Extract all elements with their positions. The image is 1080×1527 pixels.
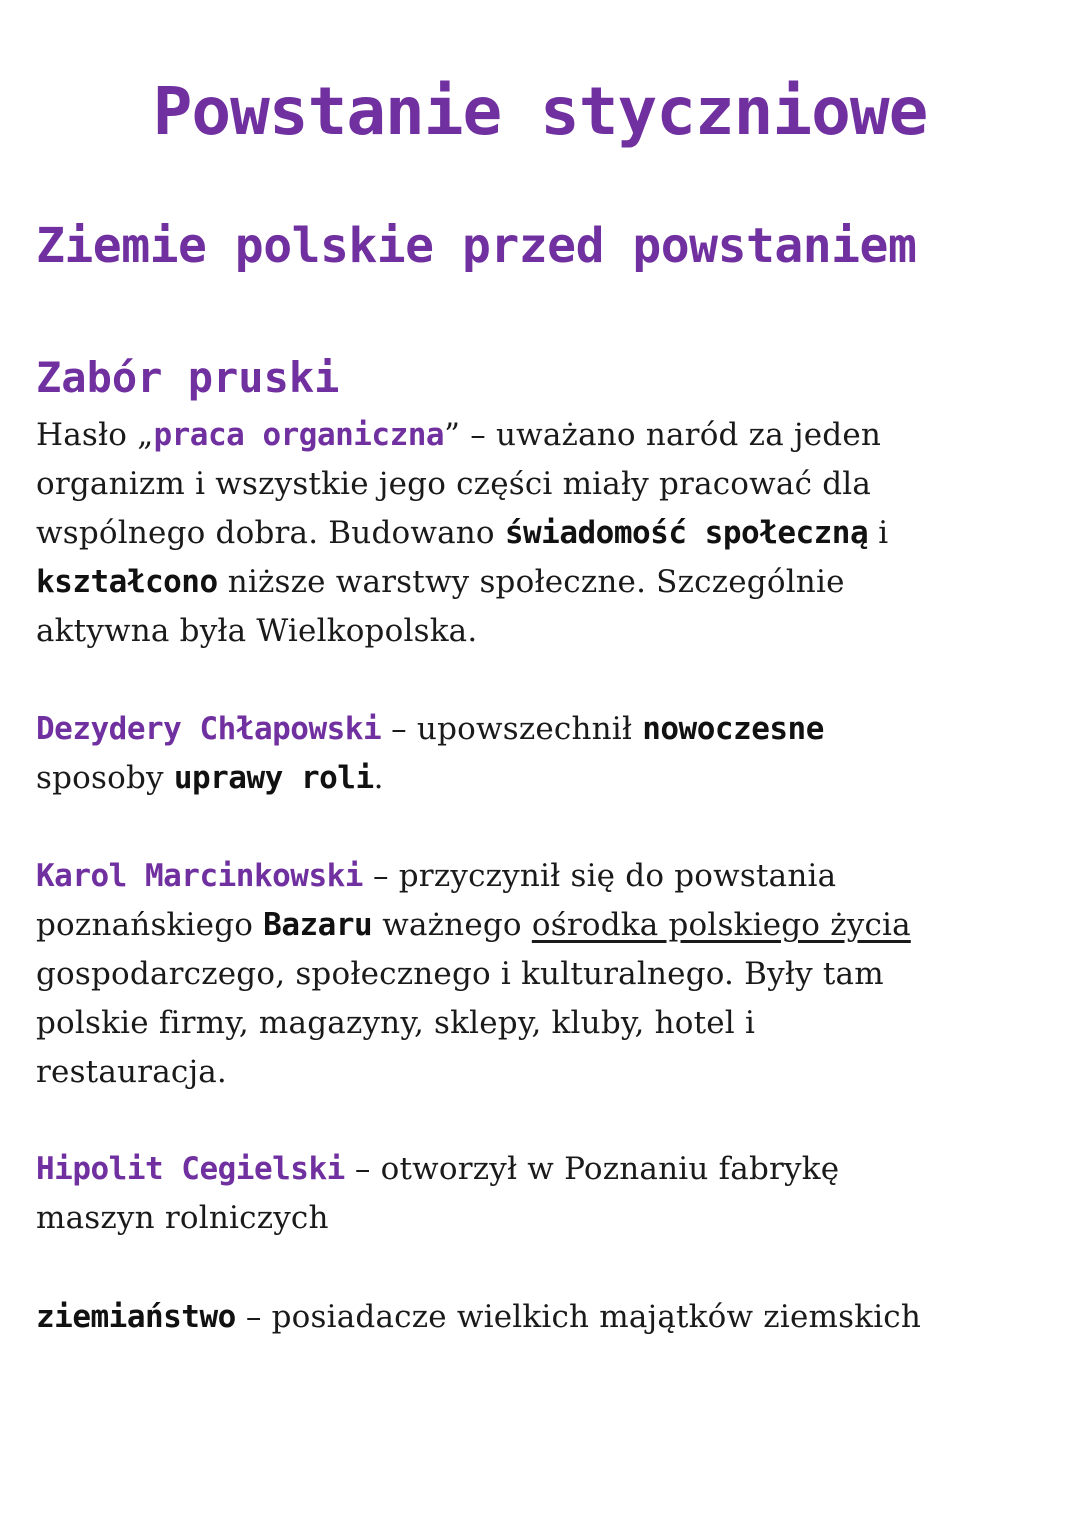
paragraph-line: [36, 705, 1056, 754]
paragraph-line: [36, 852, 1056, 901]
person-name-marcinkowski: Karol Marcinkowski: [36, 858, 363, 894]
paragraph-ziemianstwo: [36, 1293, 1056, 1342]
paragraph-line: [36, 558, 1056, 607]
person-name-chlapowski: Dezydery Chłapowski: [36, 711, 382, 747]
page-title: Powstanie styczniowe: [152, 73, 928, 150]
text-run: wspólnego dobra. Budowano: [36, 515, 505, 551]
paragraph-marcinkowski: [36, 852, 1056, 1097]
paragraph-praca-organiczna: [36, 411, 1056, 656]
text-run: i: [868, 515, 889, 551]
bold-ksztalcono: kształcono: [36, 564, 218, 600]
paragraph-cegielski: [36, 1145, 1056, 1243]
paragraph-line: [36, 411, 1056, 460]
text-run: Hasło „: [36, 417, 154, 453]
text-run: ważnego: [372, 907, 532, 943]
paragraph-line: maszyn rolniczych: [36, 1200, 329, 1236]
paragraph-line: polskie firmy, magazyny, sklepy, kluby, hotel i: [36, 1005, 756, 1041]
term-ziemianstwo: ziemiaństwo: [36, 1299, 236, 1335]
paragraph-line: aktywna była Wielkopolska.: [36, 613, 478, 649]
bold-uprawy-roli: uprawy roli: [173, 760, 374, 796]
section-heading-zabor-pruski: Zabór pruski: [36, 353, 340, 402]
section-subtitle: Ziemie polskie przed powstaniem: [36, 218, 917, 274]
paragraph-line: restauracja.: [36, 1054, 227, 1090]
term-praca-organiczna: praca organiczna: [153, 417, 445, 453]
underlined-osrodka: ośrodka polskiego życia: [531, 907, 911, 943]
bold-nowoczesne: nowoczesne: [642, 711, 824, 747]
text-run: – otworzył w Poznaniu fabrykę: [344, 1151, 840, 1187]
text-run: ” – uważano naród za jeden: [444, 417, 882, 453]
text-run: sposoby: [36, 760, 174, 796]
text-run: – przyczynił się do powstania: [362, 858, 837, 894]
person-name-cegielski: Hipolit Cegielski: [36, 1151, 345, 1187]
text-run: niższe warstwy społeczne. Szczególnie: [217, 564, 845, 600]
text-run: .: [373, 760, 384, 796]
bold-swiadomosc-spoleczna: świadomość społeczną: [504, 515, 869, 551]
text-run: – posiadacze wielkich majątków ziemskich: [235, 1299, 922, 1335]
text-run: poznańskiego: [36, 907, 264, 943]
paragraph-line: [36, 754, 1056, 803]
paragraph-line: gospodarczego, społecznego i kulturalnego. Były tam: [36, 956, 884, 992]
paragraph-chlapowski: [36, 705, 1056, 803]
bold-bazaru: Bazaru: [263, 907, 373, 943]
paragraph-line: organizm i wszystkie jego części miały pracować dla: [36, 466, 872, 502]
paragraph-line: [36, 901, 1056, 950]
paragraph-line: [36, 1145, 1056, 1194]
paragraph-line: [36, 509, 1056, 558]
paragraph-line: [36, 1293, 1056, 1342]
text-run: – upowszechnił: [381, 711, 643, 747]
